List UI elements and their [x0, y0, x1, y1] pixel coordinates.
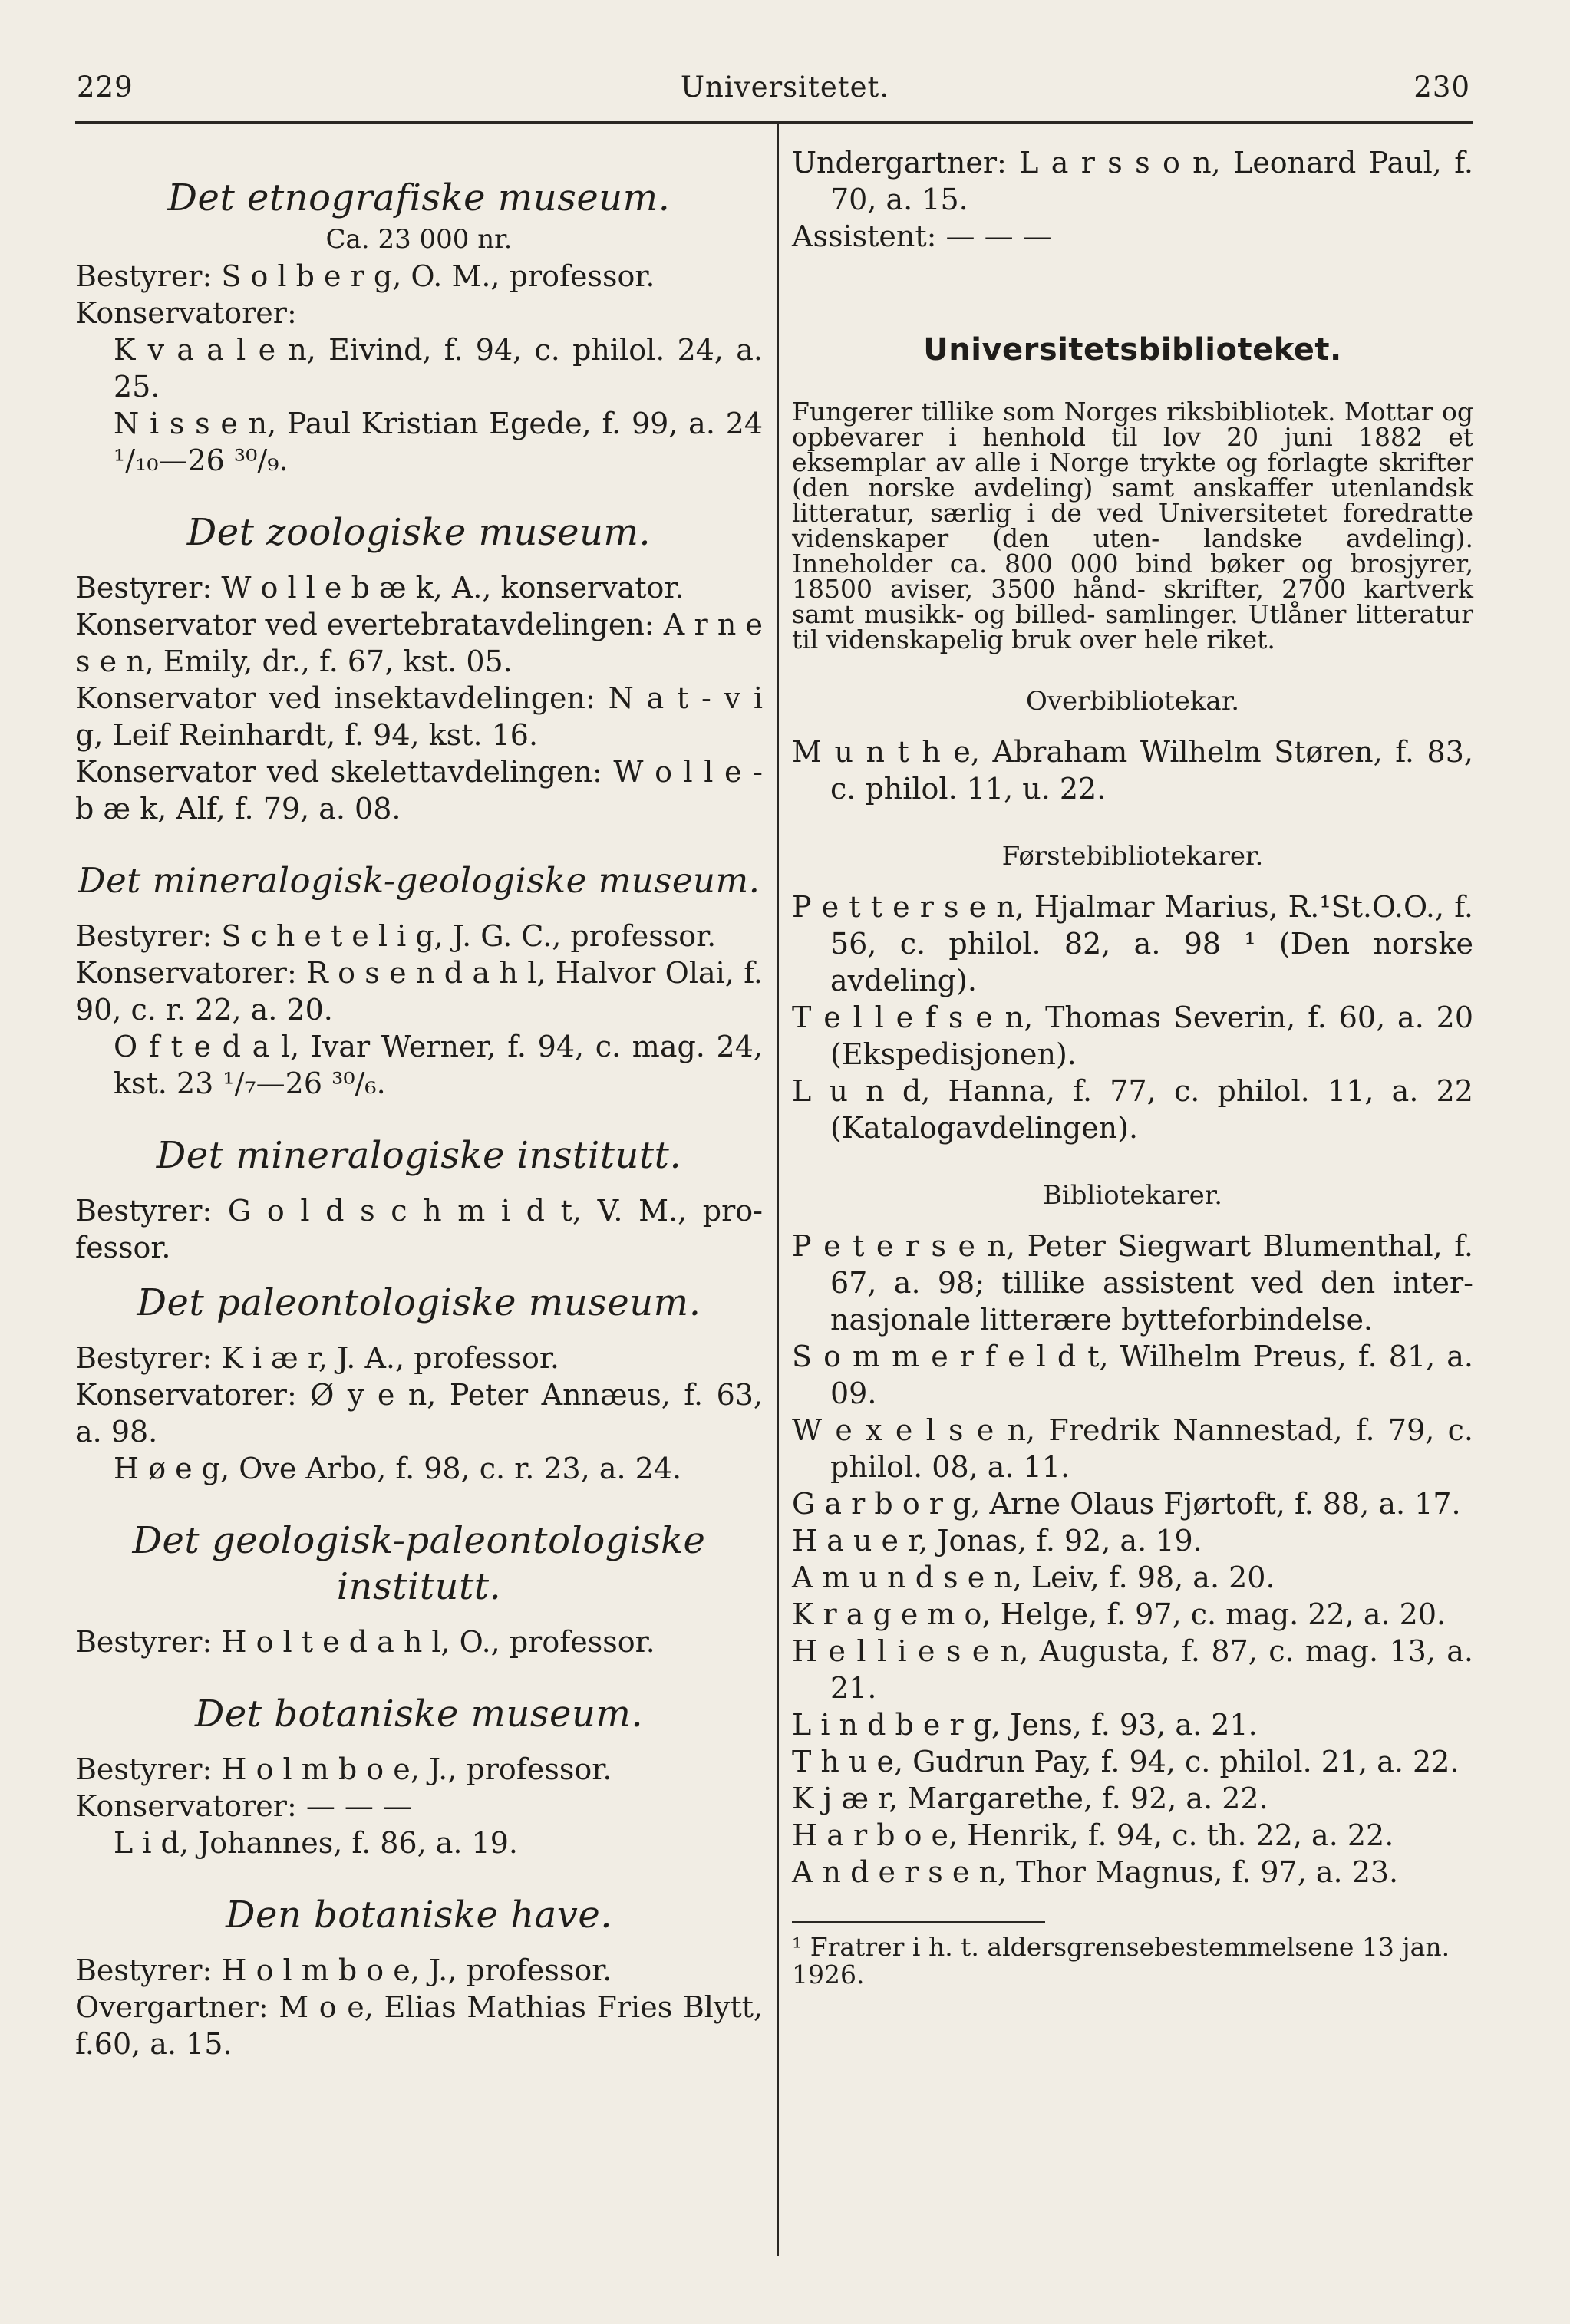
entry: K j æ r, Margarethe, f. 92, a. 22. — [792, 1782, 1268, 1815]
subheading-bibliotekarer: Bibliotekarer. — [1042, 1180, 1223, 1211]
section-title-botaniske-have: Den botaniske have. — [225, 1894, 613, 1937]
entry: Konservatorer: Ø y e n, Peter Annæus, f. 63, a. 98. — [75, 1378, 763, 1449]
section-title-paleontologiske: Det paleontologiske museum. — [137, 1281, 701, 1324]
entry: L i n d b e r g, Jens, f. 93, a. 21. — [792, 1708, 1258, 1742]
entry: K v a a l e n, Eivind, f. 94, c. philol. 24, a. 25. — [114, 333, 763, 404]
entry: Bestyrer: H o l t e d a h l, O., professor. — [75, 1625, 655, 1659]
section-title-geologisk-paleontologiske — [75, 1518, 763, 1610]
section-title-botaniske-museum: Det botaniske museum. — [194, 1693, 644, 1736]
library-description: Fungerer tillike som Norges riksbibliotek. Mottar og opbevarer i henhold til lov 20 juni 1882 et eksemplar av alle i Norge trykte og forlagte skrifter (den norske avdeling) samt anskaffer utenlandsk litteratur, særlig i de ved Universitetet foredratte videnskaper (den uten- landske avdeling). Inneholder ca. 800 000 bind bøker og brosjyrer, 18500 aviser, 3500 hånd- skrifter, 2700 kartverk samt musikk- og billed- samlinger. Utlåner litteratur til videnskapelig bruk over hele riket. — [792, 397, 1473, 654]
entry: Overgartner: M o e, Elias Mathias Fries Blytt, f.60, a. 15. — [75, 1990, 763, 2061]
entry: Bestyrer: G o l d s c h m i d t, V. M., pro- fessor. — [75, 1194, 763, 1264]
entry: Konservator ved skelettavdelingen: W o l l e - b æ k, Alf, f. 79, a. 08. — [75, 755, 763, 826]
section-title-line-1: Det geologisk-paleontologiske — [132, 1519, 706, 1562]
entry: Bestyrer: K i æ r, J. A., professor. — [75, 1341, 559, 1375]
section-title-mineralogiske-institutt: Det mineralogiske institutt. — [156, 1134, 682, 1177]
entry: T e l l e f s e n, Thomas Severin, f. 60, a. 20 (Ekspedisjonen). — [792, 1000, 1473, 1071]
entry: H a u e r, Jonas, f. 92, a. 19. — [792, 1524, 1202, 1558]
page-number-right: 230 — [1413, 71, 1470, 104]
entry: Undergartner: L a r s s o n, Leonard Paul, f. 70, a. 15. — [792, 146, 1473, 216]
entry: O f t e d a l, Ivar Werner, f. 94, c. mag. 24, kst. 23 ¹/₇—26 ³⁰/₆. — [114, 1030, 763, 1100]
entry: Bestyrer: S o l b e r g, O. M., professor. — [75, 259, 655, 293]
entry: P e t t e r s e n, Hjalmar Marius, R.¹St.O.O., f. 56, c. philol. 82, a. 98 ¹ (Den norske avdeling). — [792, 890, 1473, 997]
running-title: Universitetet. — [680, 71, 890, 104]
section-title-mineralogisk-geologiske: Det mineralogisk-geologiske museum. — [78, 860, 760, 901]
entry: Bestyrer: W o l l e b æ k, A., konservator. — [75, 571, 684, 605]
entry: H a r b o e, Henrik, f. 94, c. th. 22, a. 22. — [792, 1818, 1394, 1852]
entry: Bestyrer: S c h e t e l i g, J. G. C., professor. — [75, 919, 717, 953]
entry: N i s s e n, Paul Kristian Egede, f. 99, a. 24 ¹/₁₀—26 ³⁰/₉. — [114, 407, 763, 477]
entry: T h u e, Gudrun Pay, f. 94, c. philol. 21, a. 22. — [792, 1745, 1460, 1778]
entry: Konservatorer: — [75, 296, 297, 330]
entry: Bestyrer: H o l m b o e, J., professor. — [75, 1953, 612, 1987]
entry: L i d, Johannes, f. 86, a. 19. — [114, 1826, 518, 1860]
left-column — [75, 129, 763, 2062]
section-title-zoologiske: Det zoologiske museum. — [186, 511, 651, 554]
entry: A m u n d s e n, Leiv, f. 98, a. 20. — [792, 1561, 1275, 1594]
entry: S o m m e r f e l d t, Wilhelm Preus, f. 81, a. 09. — [792, 1340, 1473, 1410]
entry: A n d e r s e n, Thor Magnus, f. 97, a. 23. — [792, 1855, 1399, 1889]
header-rule — [75, 121, 1473, 124]
entry: K r a g e m o, Helge, f. 97, c. mag. 22, a. 20. — [792, 1597, 1446, 1631]
entry: H e l l i e s e n, Augusta, f. 87, c. mag. 13, a. 21. — [792, 1634, 1473, 1705]
subheading-overbibliotekar: Overbibliotekar. — [1025, 686, 1240, 717]
section-subtitle: Ca. 23 000 nr. — [325, 224, 513, 255]
subheading-forstebibliotekarer: Førstebibliotekarer. — [1001, 841, 1264, 872]
entry: Konservatorer: R o s e n d a h l, Halvor Olai, f. 90, c. r. 22, a. 20. — [75, 956, 763, 1027]
column-divider — [777, 123, 779, 2256]
entry: G a r b o r g, Arne Olaus Fjørtoft, f. 88, a. 17. — [792, 1487, 1461, 1521]
entry: Bestyrer: H o l m b o e, J., professor. — [75, 1752, 612, 1786]
footnote-rule — [792, 1921, 1045, 1923]
entry: M u n t h e, Abraham Wilhelm Støren, f. 83, c. philol. 11, u. 22. — [792, 735, 1473, 806]
entry: Konservatorer: — — — — [75, 1789, 413, 1823]
section-title-line-2: institutt. — [336, 1565, 502, 1608]
library-title: Universitetsbiblioteket. — [923, 332, 1342, 368]
entry: W e x e l s e n, Fredrik Nannestad, f. 79, c. philol. 08, a. 11. — [792, 1413, 1473, 1484]
entry: Assistent: — — — — [792, 219, 1052, 253]
footnote: ¹ Fratrer i h. t. aldersgrensebestemmelsene 13 jan. 1926. — [792, 1932, 1450, 1989]
right-column — [792, 129, 1473, 1989]
entry: Konservator ved evertebratavdelingen: A r n e s e n, Emily, dr., f. 67, kst. 05. — [75, 608, 763, 678]
page-header — [0, 0, 1570, 130]
entry: P e t e r s e n, Peter Siegwart Blumenthal, f. 67, a. 98; tillike assistent ved den inter- nasjonale litterære bytteforbindelse. — [792, 1229, 1473, 1337]
section-title-etnografiske: Det etnografiske museum. — [167, 176, 671, 219]
entry: Konservator ved insektavdelingen: N a t - v i g, Leif Reinhardt, f. 94, kst. 16. — [75, 681, 763, 752]
entry: L u n d, Hanna, f. 77, c. philol. 11, a. 22 (Katalogavdelingen). — [792, 1074, 1473, 1145]
page-number-left: 229 — [77, 71, 134, 104]
entry: H ø e g, Ove Arbo, f. 98, c. r. 23, a. 24. — [114, 1452, 682, 1485]
